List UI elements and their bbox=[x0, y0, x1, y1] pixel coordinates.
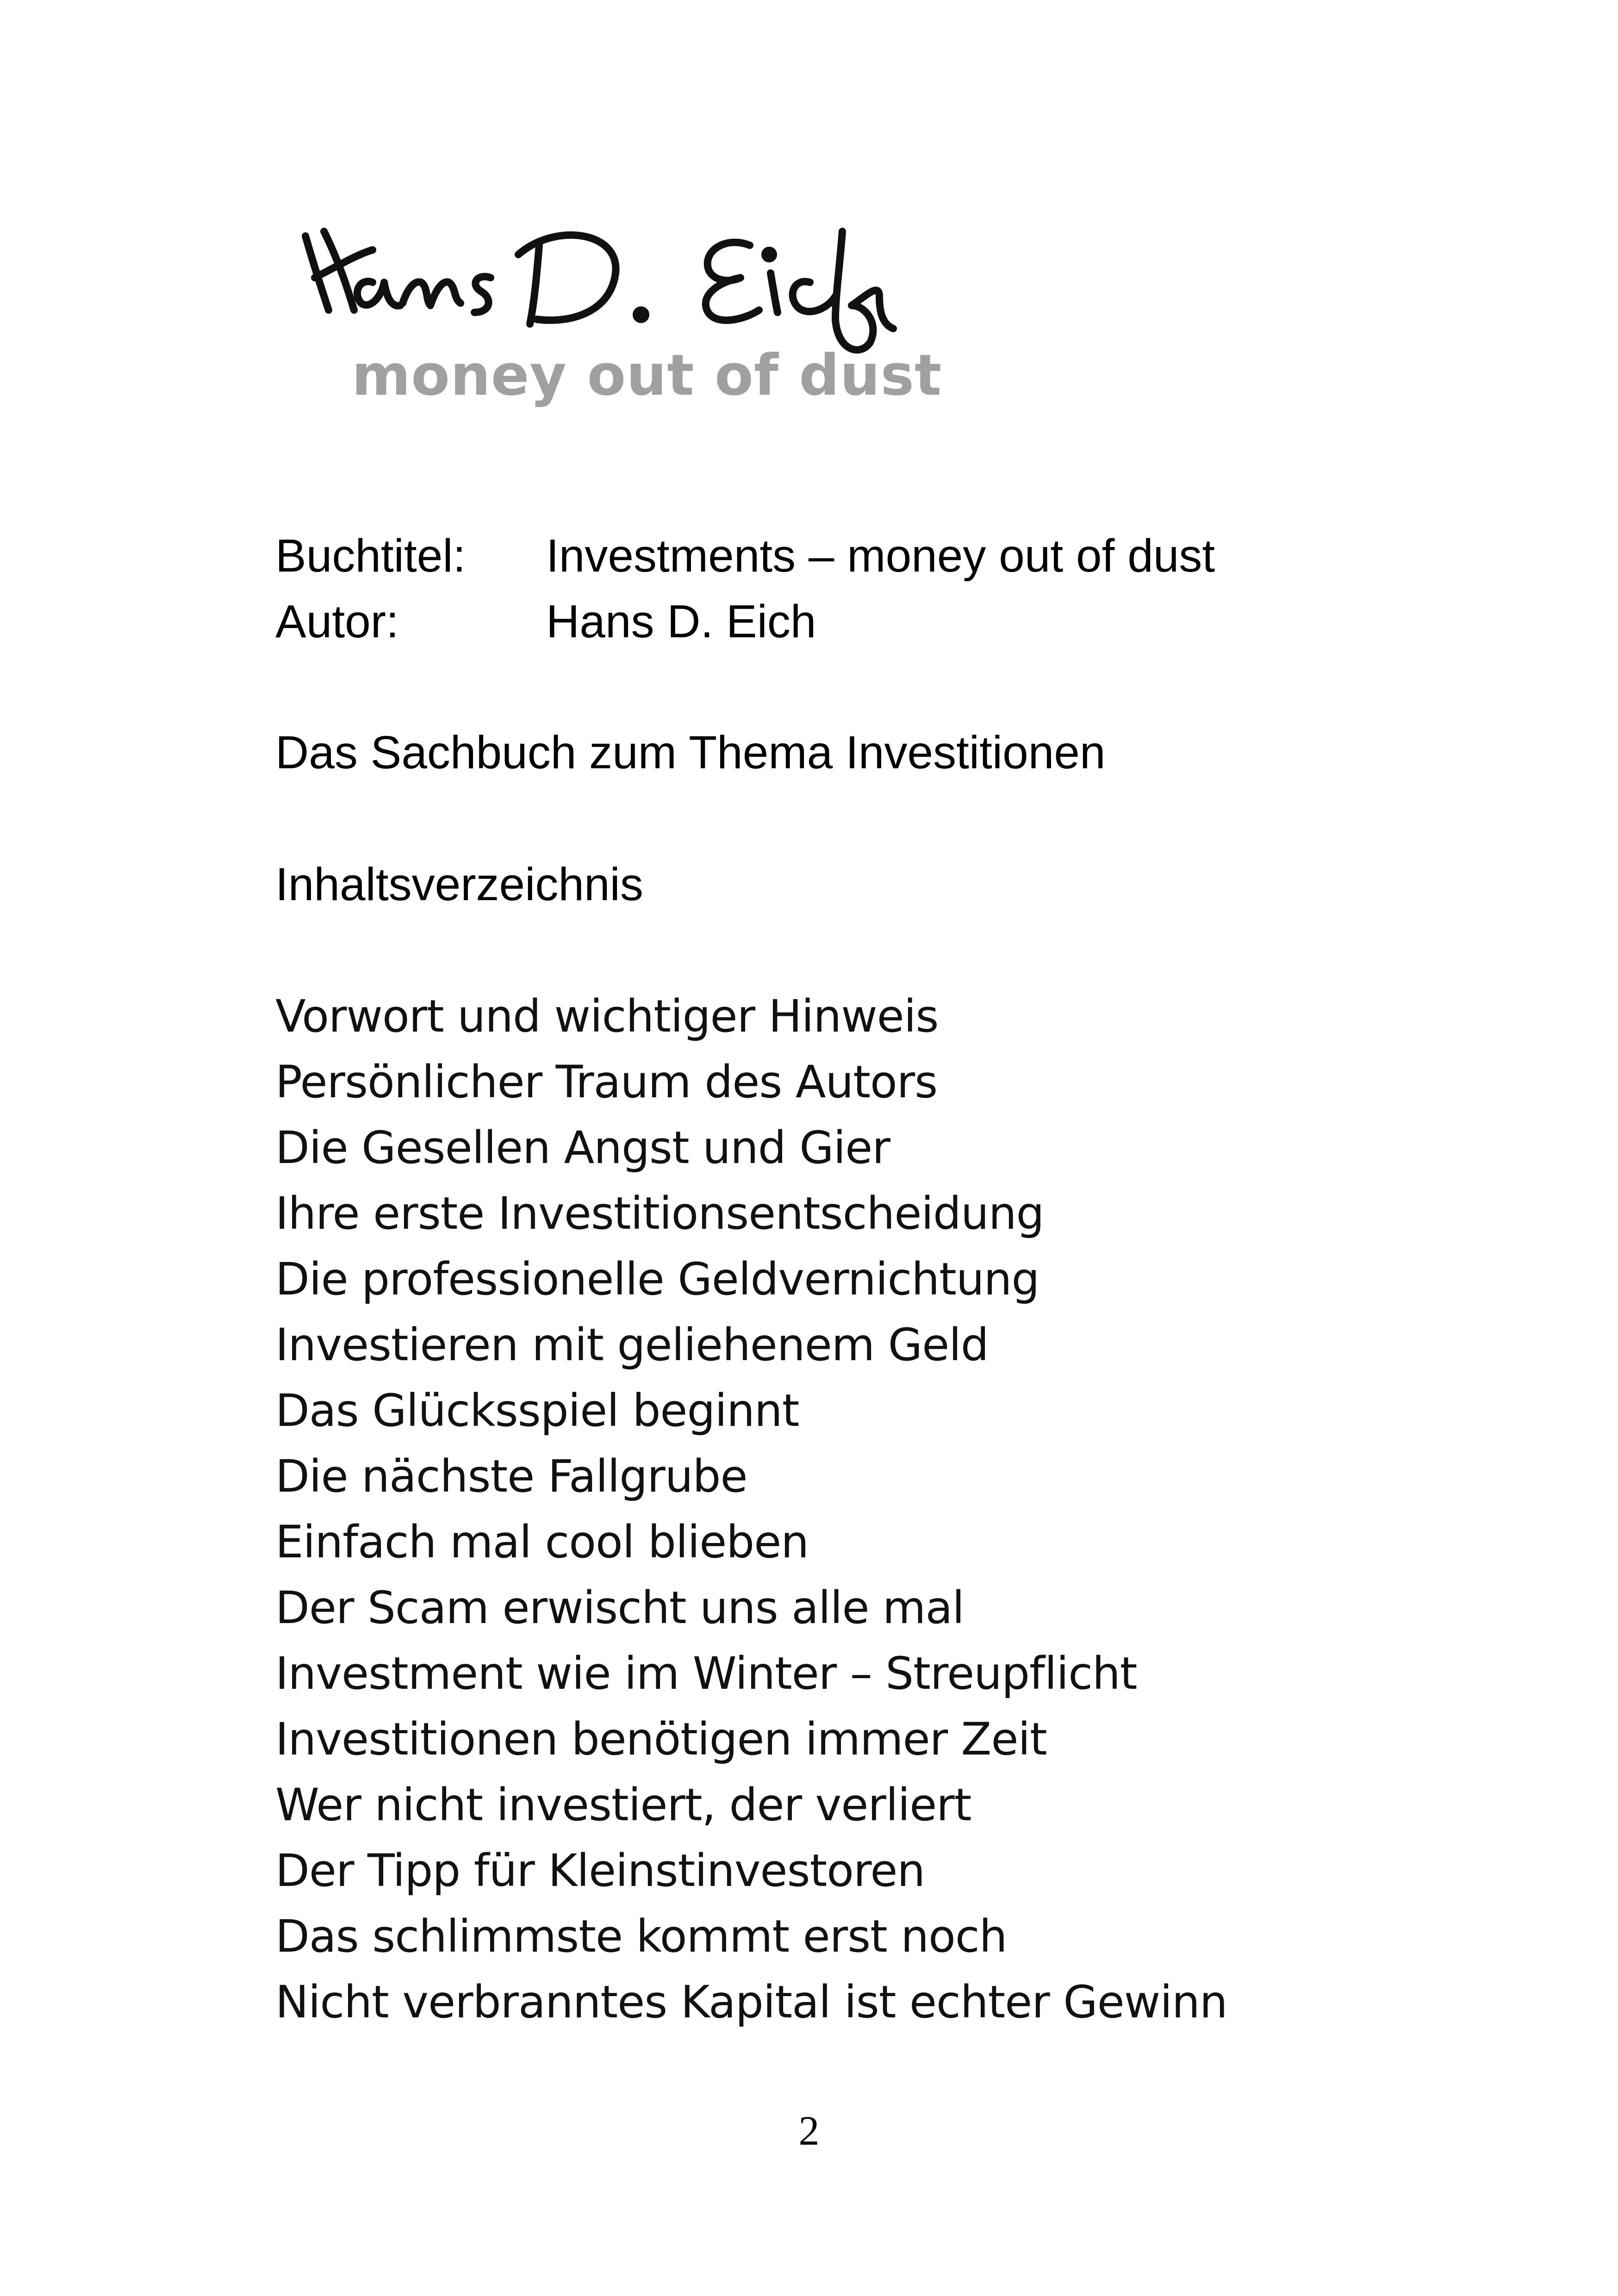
author-label: Autor: bbox=[275, 596, 399, 647]
page-number: 2 bbox=[798, 2108, 820, 2154]
author-value: Hans D. Eich bbox=[546, 596, 816, 647]
toc-item: Investieren mit geliehenem Geld bbox=[275, 1319, 989, 1371]
toc-item: Das Glücksspiel beginnt bbox=[275, 1385, 799, 1437]
toc-heading: Inhaltsverzeichnis bbox=[275, 859, 643, 910]
toc-item: Die Gesellen Angst und Gier bbox=[275, 1122, 890, 1174]
toc-item: Persönlicher Traum des Autors bbox=[275, 1056, 938, 1108]
toc-item: Einfach mal cool blieben bbox=[275, 1516, 809, 1568]
book-metadata bbox=[275, 523, 1215, 654]
toc-item: Der Tipp für Kleinstinvestoren bbox=[275, 1845, 925, 1897]
toc-item: Die professionelle Geldvernichtung bbox=[275, 1253, 1039, 1305]
toc-item: Ihre erste Investitionsentscheidung bbox=[275, 1188, 1044, 1239]
logo-tagline: money out of dust bbox=[352, 342, 942, 408]
toc-item: Vorwort und wichtiger Hinweis bbox=[275, 990, 939, 1042]
title-row bbox=[275, 523, 1215, 589]
title-value: Investments – money out of dust bbox=[546, 530, 1215, 582]
toc-item: Das schlimmste kommt erst noch bbox=[275, 1910, 1007, 1962]
toc-item: Nicht verbranntes Kapital ist echter Gewinn bbox=[275, 1976, 1227, 2028]
toc-item: Die nächste Fallgrube bbox=[275, 1450, 747, 1502]
table-of-contents bbox=[275, 983, 1227, 2035]
toc-item: Investment wie im Winter – Streupflicht bbox=[275, 1648, 1137, 1699]
toc-item: Investitionen benötigen immer Zeit bbox=[275, 1713, 1047, 1765]
book-subtitle: Das Sachbuch zum Thema Investitionen bbox=[275, 727, 1106, 778]
author-logo bbox=[296, 204, 944, 426]
title-label: Buchtitel: bbox=[275, 530, 466, 582]
toc-item: Der Scam erwischt uns alle mal bbox=[275, 1582, 965, 1634]
toc-item: Wer nicht investiert, der verliert bbox=[275, 1779, 971, 1831]
author-row bbox=[275, 589, 1215, 654]
